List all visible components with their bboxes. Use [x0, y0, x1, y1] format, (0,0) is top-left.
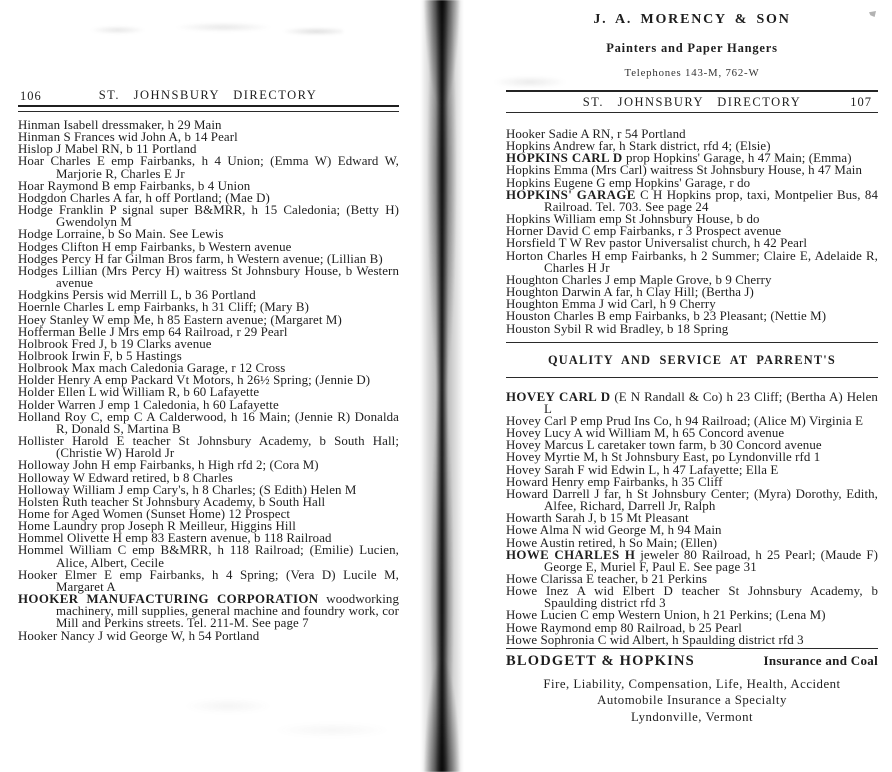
directory-entry: Holloway W Edward retired, b 8 Charles — [18, 470, 233, 485]
header-rule-left — [18, 105, 399, 112]
advert-morency-phones: Telephones 143-M, 762-W — [624, 67, 760, 79]
directory-entry: Hofferman Belle J Mrs emp 64 Railroad, r 29 Pearl — [18, 324, 288, 339]
directory-entry: Hoey Stanley W emp Me, h 85 Eastern avenue; (Margaret M) — [18, 312, 342, 327]
directory-entry: Hodge Lorraine, b So Main. See Lewis — [18, 227, 224, 242]
directory-entry: Holsten Ruth teacher St Johnsbury Academy, b South Hall — [18, 494, 326, 509]
directory-entry: Hollister Harold E teacher St Johnsbury Academy, b South Hall; (Christie W) Harold Jr — [18, 434, 399, 461]
directory-entry: Howarth Sarah J, b 15 Mt Pleasant — [506, 511, 689, 526]
directory-entry: Howe Clarissa E teacher, b 21 Perkins — [506, 572, 708, 586]
directory-entry: Hodges Lillian (Mrs Percy H) waitress St Johnsbury House, b Western avenue — [18, 263, 399, 291]
directory-entry: Hommel William C emp B&MRR, h 118 Railroad; (Emilie) Lucien, Alice, Albert, Cecile — [18, 543, 399, 570]
directory-entry: Horton Charles H emp Fairbanks, h 2 Summer; Claire E, Adelaide R, Charles H Jr — [506, 248, 878, 275]
page-header-right — [506, 90, 878, 113]
directory-entry: Hodgdon Charles A far, h off Portland; (Mae D) — [18, 190, 270, 205]
parrents-slogan-band: QUALITY AND SERVICE AT PARRENT'S — [506, 342, 878, 378]
directory-entry: HOWE CHARLES H jeweler 80 Railroad, h 25 Pearl; (Maude F) George E, Muriel F, Paul E. See page 31 — [506, 547, 879, 574]
directory-entry: HOPKINS CARL D prop Hopkins' Garage, h 47 Main; (Emma) — [506, 151, 852, 166]
directory-entry: Hovey Myrtie M, h St Johnsbury East, po Lyndonville rfd 1 — [506, 450, 821, 465]
left-page — [0, 0, 425, 772]
directory-entry: Home for Aged Women (Sunset Home) 12 Prospect — [18, 507, 291, 521]
directory-entry: Hislop J Mabel RN, b 11 Portland — [18, 142, 197, 157]
advert-blodgett-hopkins — [506, 653, 878, 726]
advert-blodgett-line2: Automobile Insurance a Specialty — [597, 693, 787, 708]
directory-entry: Howe Alma N wid George M, h 94 Main — [506, 523, 722, 538]
page-header-left — [18, 88, 398, 104]
directory-entry: Hopkins William emp St Johnsbury House, b do — [506, 212, 760, 227]
directory-entry: Hoar Charles E emp Fairbanks, h 4 Union; (Emma W) Edward W, Marjorie R, Charles E Jr — [18, 154, 399, 181]
directory-entry: Holder Ellen L wid William R, b 60 Lafayette — [18, 385, 260, 400]
directory-entry: Hooker Sadie A RN, r 54 Portland — [506, 127, 686, 141]
directory-entry: Howard Henry emp Fairbanks, h 35 Cliff — [506, 474, 723, 489]
directory-entry: Hooker Nancy J wid George W, h 54 Portland — [18, 628, 260, 643]
directory-entries-right-bottom — [506, 391, 878, 646]
directory-entry: HOOKER MANUFACTURING CORPORATION woodworking machinery, mill supplies, general machine and foundry work, cor Mill and Perkins streets. Tel. 211-M. See page 7 — [18, 592, 399, 631]
directory-entry: Hodgkins Persis wid Merrill L, b 36 Portland — [18, 288, 256, 303]
directory-entry: Hodge Franklin P signal super B&MRR, h 15 Caledonia; (Betty H) Gwendolyn M — [18, 203, 399, 230]
directory-entry: Howe Raymond emp 80 Railroad, b 25 Pearl — [506, 620, 742, 635]
directory-entry: Holbrook Fred J, b 19 Clarks avenue — [18, 336, 212, 351]
directory-entry: Houghton Charles J emp Maple Grove, b 9 Cherry — [506, 272, 772, 287]
directory-entry: Houghton Darwin A far, h Clay Hill; (Bertha J) — [506, 285, 754, 300]
right-page — [506, 0, 878, 772]
directory-entry: HOPKINS' GARAGE C H Hopkins prop, taxi, Montpelier Bus, 84 Railroad. Tel. 703. See page 24 — [506, 187, 878, 214]
directory-entry: Howe Austin retired, h So Main; (Ellen) — [506, 535, 718, 550]
directory-entry: Horsfield T W Rev pastor Universalist church, h 42 Pearl — [506, 236, 808, 251]
directory-entry: Hoernle Charles L emp Fairbanks, h 31 Cliff; (Mary B) — [18, 300, 309, 315]
directory-entry: Howe Sophronia C wid Albert, h Spaulding district rfd 3 — [506, 632, 804, 647]
advert-morency — [506, 12, 878, 79]
running-title-right: ST. JOHNSBURY DIRECTORY — [582, 94, 802, 109]
directory-entry: Holbrook Irwin F, b 5 Hastings — [18, 348, 182, 363]
directory-entry: Hopkins Emma (Mrs Carl) waitress St Johnsbury House, h 47 Main — [506, 163, 863, 178]
directory-entry: Hovey Carl P emp Prud Ins Co, h 94 Railroad; (Alice M) Virginia E — [506, 413, 864, 428]
footer-ad-rule — [506, 648, 878, 649]
directory-entry: Hovey Marcus L caretaker town farm, b 30 Concord avenue — [506, 438, 822, 453]
directory-entry: Hopkins Eugene G emp Hopkins' Garage, r do — [506, 175, 751, 190]
directory-entry: Holloway John H emp Fairbanks, h High rfd 2; (Cora M) — [18, 458, 319, 473]
directory-entry: Home Laundry prop Joseph R Meilleur, Higgins Hill — [18, 519, 296, 534]
directory-entry: Hodges Percy H far Gilman Bros farm, h Western avenue; (Lillian B) — [18, 251, 383, 266]
directory-entry: Holland Roy C, emp C A Calderwood, h 16 Main; (Jennie R) Donalda R, Donald S, Martina B — [18, 409, 399, 436]
directory-entry: Hooker Elmer E emp Fairbanks, h 4 Spring; (Vera D) Lucile M, Margaret A — [18, 567, 399, 594]
advert-blodgett-line3: Lyndonville, Vermont — [630, 709, 754, 724]
running-title-left: ST. JOHNSBURY DIRECTORY — [98, 88, 318, 102]
directory-entry: Howard Darrell J far, h St Johnsbury Center; (Myra) Dorothy, Edith, Alfee, Richard, Darrell Jr, Ralph — [506, 486, 878, 514]
directory-entries-right-top — [506, 128, 878, 335]
directory-entry: Hovey Sarah F wid Edwin L, h 47 Lafayette; Ella E — [506, 462, 779, 477]
directory-entry: Hinman Isabell dressmaker, h 29 Main — [18, 118, 222, 132]
advert-morency-company: J. A. MORENCY & SON — [593, 12, 791, 27]
directory-entry: Holloway William J emp Cary's, h 8 Charles; (S Edith) Helen M — [18, 482, 357, 497]
directory-entry: Hodges Clifton H emp Fairbanks, b Western avenue — [18, 239, 292, 254]
directory-entry: Howe Lucien C emp Western Union, h 21 Perkins; (Lena M) — [506, 608, 826, 623]
directory-entry: Hopkins Andrew far, h Stark district, rfd 4; (Elsie) — [506, 139, 771, 154]
page-number-left: 106 — [20, 89, 42, 103]
directory-entries-left — [18, 119, 399, 642]
advert-blodgett-tagline: Insurance and Coal — [763, 652, 878, 668]
page-number-right: 107 — [850, 95, 872, 109]
directory-entry: Houghton Emma J wid Carl, h 9 Cherry — [506, 297, 716, 312]
directory-entry: Hinman S Frances wid John A, b 14 Pearl — [18, 130, 238, 145]
directory-entry: Hoar Raymond B emp Fairbanks, b 4 Union — [18, 178, 251, 193]
directory-entry: Holbrook Max mach Caledonia Garage, r 12 Cross — [18, 361, 286, 376]
advert-blodgett-name: BLODGETT & HOPKINS — [506, 652, 695, 669]
directory-entry: HOVEY CARL D (E N Randall & Co) h 23 Cliff; (Bertha A) Helen L — [506, 389, 878, 416]
directory-entry: Holder Warren J emp 1 Caledonia, h 60 Lafayette — [18, 397, 279, 412]
directory-entry: Hovey Lucy A wid William M, h 65 Concord avenue — [506, 426, 785, 441]
directory-entry: Houston Sybil R wid Bradley, b 18 Spring — [506, 321, 729, 336]
directory-entry: Holder Henry A emp Packard Vt Motors, h 26½ Spring; (Jennie D) — [18, 373, 371, 388]
advert-morency-tagline: Painters and Paper Hangers — [606, 41, 778, 55]
directory-entry: Houston Charles B emp Fairbanks, b 23 Pleasant; (Nettie M) — [506, 309, 827, 324]
directory-entry: Hommel Olivette H emp 83 Eastern avenue, b 118 Railroad — [18, 531, 332, 546]
directory-entry: Howe Inez A wid Elbert D teacher St Johnsbury Academy, b Spaulding district rfd 3 — [506, 584, 878, 611]
directory-entry: Horner David C emp Fairbanks, r 3 Prospect avenue — [506, 224, 782, 239]
advert-blodgett-line1: Fire, Liability, Compensation, Life, Health, Accident — [543, 676, 841, 691]
